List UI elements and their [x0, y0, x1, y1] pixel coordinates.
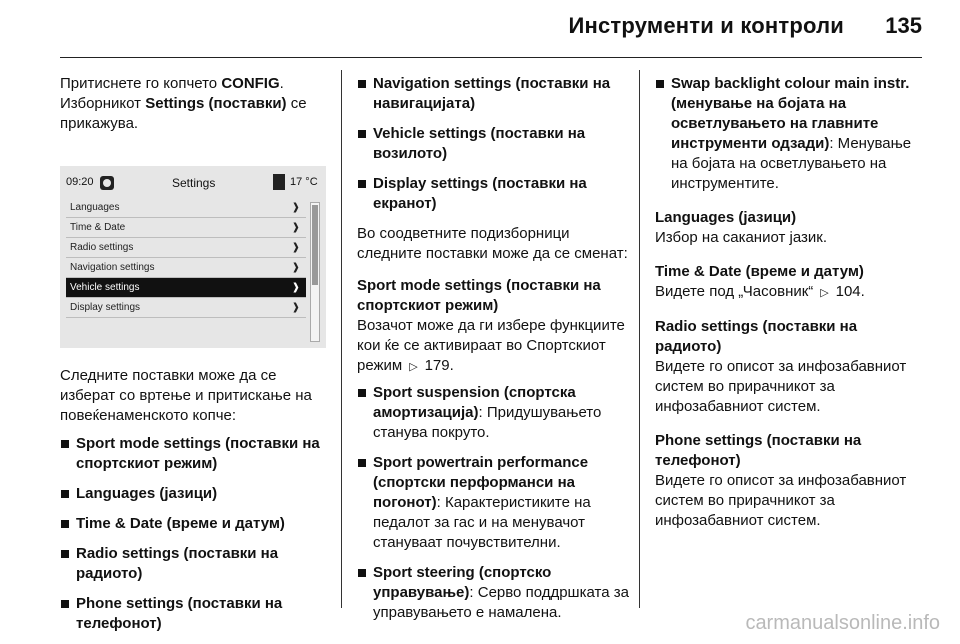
screen-menu — [66, 198, 306, 342]
list-item: Sport suspension (спортска амортизација): Придушувањето станува покруто. — [357, 383, 629, 443]
list-item: Languages (јазици) — [60, 484, 328, 504]
section-title: Инструменти и контроли — [568, 13, 844, 38]
submenu-paragraph: Во соодветните подизборници следните поставки може да се сменат: — [357, 225, 628, 262]
page-number: 135 — [885, 13, 922, 38]
header-rule — [60, 57, 922, 58]
settings-menu-name: Settings (поставки) — [145, 95, 287, 112]
chevron-right-icon: ❱ — [291, 262, 300, 273]
phone-settings-heading: Phone settings (поставки на телефонот) — [655, 432, 862, 469]
list-item: Display settings (поставки на екранот) — [357, 174, 629, 214]
screen-status-bar — [66, 174, 320, 196]
page-reference-icon: ▷ — [820, 287, 829, 299]
screen-temperature: 17 °C — [290, 176, 318, 188]
languages-heading: Languages (јазици) — [655, 209, 797, 226]
intro-paragraph: Притиснете го копчето CONFIG. Изборникот Settings (поставки) се прикажува. — [60, 75, 307, 132]
screen-menu-item: Navigation settings ❱ — [66, 258, 306, 278]
column-divider — [639, 70, 640, 608]
settings-screen-image — [60, 166, 326, 348]
list-item: Vehicle settings (поставки на возилото) — [357, 124, 629, 164]
chevron-right-icon: ❱ — [291, 222, 300, 233]
after-screen-paragraph: Следните поставки може да се изберат со вртење и притискање на повеќенаменското копче: — [60, 367, 312, 424]
watermark: carmanualsonline.info — [745, 612, 940, 634]
phone-settings-text: Видете го описот за инфозабавниот систем во прирачникот за инфозабавниот систем. — [655, 472, 907, 529]
radio-settings-heading: Radio settings (поставки на радиото) — [655, 318, 858, 355]
column-1-lower — [60, 366, 328, 644]
chevron-right-icon: ❱ — [291, 302, 300, 313]
list-item: Sport mode settings (поставки на спортскиот режим) — [60, 434, 328, 474]
time-date-text: Видете под „Часовник“ ▷ 104. — [655, 282, 925, 303]
screen-menu-item: Time & Date ❱ — [66, 218, 306, 238]
list-item: Sport steering (спортско управување): Серво поддршката за управувањето е намалена. — [357, 563, 629, 623]
list-item: Sport powertrain performance (спортски перформанси на погонот): Карактеристиките на педалот за гас и на менувачот стануваат почувствителни. — [357, 453, 629, 553]
screen-menu-item-selected: Vehicle settings ❱ — [66, 278, 306, 298]
list-item: Navigation settings (поставки на навигацијата) — [357, 74, 629, 114]
column-2 — [357, 74, 629, 633]
scrollbar-thumb — [312, 205, 318, 285]
sport-mode-text: Возачот може да ги избере функциите кои ќе се активираат во Спортскиот режим ▷ 179. — [357, 316, 629, 377]
list-item: Phone settings (поставки на телефонот) — [60, 594, 328, 634]
radio-settings-text: Видете го описот за инфозабавниот систем во прирачникот за инфозабавниот систем. — [655, 358, 907, 415]
column-divider — [341, 70, 342, 608]
page-reference-icon: ▷ — [409, 361, 418, 373]
sport-mode-heading: Sport mode settings (поставки на спортскиот режим) — [357, 277, 601, 314]
column-3 — [655, 74, 925, 545]
temperature-icon — [273, 174, 285, 190]
chevron-right-icon: ❱ — [291, 202, 300, 213]
list-item: Radio settings (поставки на радиото) — [60, 544, 328, 584]
screen-menu-item: Display settings ❱ — [66, 298, 306, 318]
list-item: Time & Date (време и датум) — [60, 514, 328, 534]
chevron-right-icon: ❱ — [291, 242, 300, 253]
screen-title: Settings — [172, 176, 216, 190]
screen-menu-item: Radio settings ❱ — [66, 238, 306, 258]
languages-text: Избор на саканиот јазик. — [655, 229, 828, 246]
time-date-heading: Time & Date (време и датум) — [655, 263, 864, 280]
screen-time: 09:20 — [66, 176, 94, 188]
chevron-right-icon: ❱ — [291, 282, 300, 293]
screen-scrollbar — [310, 202, 320, 342]
clock-icon — [100, 176, 114, 190]
column-1 — [60, 74, 328, 146]
config-button-name: CONFIG — [221, 75, 280, 92]
list-item: Swap backlight colour main instr. (менување на бојата на осветлувањето на главните инструменти одзади): Менување на бојата на осветлувањето на инструментите. — [655, 74, 925, 194]
screen-menu-item: Languages ❱ — [66, 198, 306, 218]
